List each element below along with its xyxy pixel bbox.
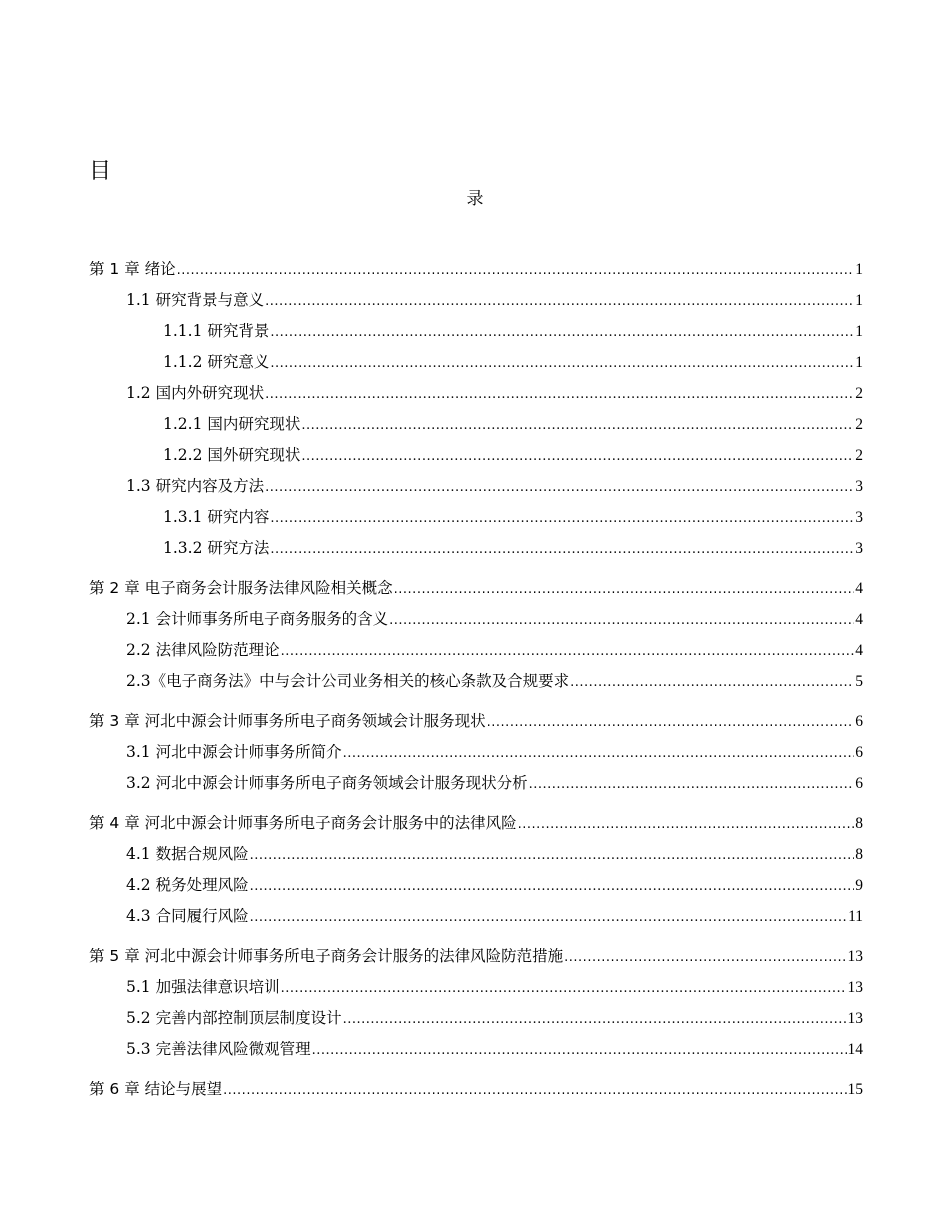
toc-page-number: 3 bbox=[855, 509, 863, 526]
toc-entry-title: 5.3 完善法律风险微观管理 bbox=[126, 1040, 311, 1058]
toc-entry-title: 3.1 河北中源会计师事务所简介 bbox=[126, 743, 342, 761]
toc-section-entry[interactable] bbox=[89, 635, 863, 666]
toc-page-number: 5 bbox=[855, 673, 863, 690]
toc-entry-title: 4.1 数据合规风险 bbox=[126, 845, 249, 863]
toc-page-number: 8 bbox=[855, 846, 863, 863]
toc-subsection-entry[interactable] bbox=[89, 502, 863, 533]
toc-page-number: 6 bbox=[855, 713, 863, 730]
toc-dot-leader bbox=[177, 255, 855, 286]
toc-entry-title: 3.2 河北中源会计师事务所电子商务领域会计服务现状分析 bbox=[126, 774, 528, 792]
toc-dot-leader bbox=[265, 379, 854, 410]
toc-page-number: 8 bbox=[855, 815, 863, 832]
toc-page-number: 2 bbox=[855, 416, 863, 433]
toc-entry-title: 1.1.1 研究背景 bbox=[163, 322, 270, 340]
toc-entry-title: 1.2.1 国内研究现状 bbox=[163, 415, 301, 433]
toc-section-entry[interactable] bbox=[89, 1003, 863, 1034]
toc-entry-title: 2.2 法律风险防范理论 bbox=[126, 641, 280, 659]
toc-section-entry[interactable] bbox=[89, 285, 863, 316]
toc-page-number: 14 bbox=[847, 1041, 863, 1058]
toc-page-number: 6 bbox=[855, 775, 863, 792]
toc-subsection-entry[interactable] bbox=[89, 409, 863, 440]
toc-dot-leader bbox=[389, 605, 854, 636]
toc-dot-leader bbox=[270, 317, 854, 348]
toc-dot-leader bbox=[281, 973, 847, 1004]
toc-section-entry[interactable] bbox=[89, 471, 863, 502]
toc-dot-leader bbox=[487, 707, 855, 738]
toc-entry-title: 第 5 章 河北中源会计师事务所电子商务会计服务的法律风险防范措施 bbox=[89, 947, 564, 965]
toc-entry-title: 第 2 章 电子商务会计服务法律风险相关概念 bbox=[89, 579, 393, 597]
toc-dot-leader bbox=[270, 534, 854, 565]
toc-dot-leader bbox=[312, 1035, 847, 1066]
toc-dot-leader bbox=[250, 871, 855, 902]
toc-section-entry[interactable] bbox=[89, 737, 863, 768]
toc-section-entry[interactable] bbox=[89, 378, 863, 409]
toc-chapter-entry[interactable] bbox=[89, 808, 863, 839]
toc-dot-leader bbox=[564, 942, 846, 973]
toc-dot-leader bbox=[570, 667, 854, 698]
toc-page-number: 1 bbox=[855, 261, 863, 278]
toc-dot-leader bbox=[343, 738, 855, 769]
toc-page-number: 1 bbox=[855, 323, 863, 340]
toc-section-entry[interactable] bbox=[89, 1034, 863, 1065]
toc-subsection-entry[interactable] bbox=[89, 440, 863, 471]
toc-entry-title: 1.3.1 研究内容 bbox=[163, 508, 270, 526]
toc-chapter-entry[interactable] bbox=[89, 1074, 863, 1105]
toc-page-number: 2 bbox=[855, 385, 863, 402]
toc-chapter-entry[interactable] bbox=[89, 706, 863, 737]
toc-dot-leader bbox=[394, 574, 855, 605]
toc-dot-leader bbox=[301, 410, 854, 441]
toc-page-number: 1 bbox=[855, 292, 863, 309]
toc-dot-leader bbox=[343, 1004, 847, 1035]
toc-chapter-entry[interactable] bbox=[89, 573, 863, 604]
toc-entry-title: 第 1 章 绪论 bbox=[89, 260, 176, 278]
toc-dot-leader bbox=[250, 840, 855, 871]
toc-entry-title: 第 4 章 河北中源会计师事务所电子商务会计服务中的法律风险 bbox=[89, 814, 517, 832]
toc-page-number: 2 bbox=[855, 447, 863, 464]
toc-section-entry[interactable] bbox=[89, 870, 863, 901]
toc-dot-leader bbox=[265, 472, 854, 503]
toc-section-entry[interactable] bbox=[89, 972, 863, 1003]
toc-dot-leader bbox=[518, 809, 855, 840]
toc-dot-leader bbox=[301, 441, 854, 472]
toc-entry-title: 第 6 章 结论与展望 bbox=[89, 1080, 223, 1098]
toc-page-number: 9 bbox=[855, 877, 863, 894]
toc-entry-title: 2.3《电子商务法》中与会计公司业务相关的核心条款及合规要求 bbox=[126, 672, 570, 690]
toc-page-number: 1 bbox=[855, 354, 863, 371]
toc-chapter-entry[interactable] bbox=[89, 941, 863, 972]
toc-entry-title: 1.3.2 研究方法 bbox=[163, 539, 270, 557]
toc-entry-title: 1.1 研究背景与意义 bbox=[126, 291, 265, 309]
toc-entry-title: 1.2.2 国外研究现状 bbox=[163, 446, 301, 464]
toc-subsection-entry[interactable] bbox=[89, 533, 863, 564]
toc-page-number: 4 bbox=[855, 611, 863, 628]
toc-entry-title: 2.1 会计师事务所电子商务服务的含义 bbox=[126, 610, 389, 628]
toc-page-number: 11 bbox=[848, 908, 863, 925]
toc-heading-second: 录 bbox=[466, 189, 484, 209]
toc-page-number: 13 bbox=[847, 979, 863, 996]
toc-entry-title: 1.3 研究内容及方法 bbox=[126, 477, 265, 495]
toc-subsection-entry[interactable] bbox=[89, 316, 863, 347]
toc-page-number: 4 bbox=[855, 580, 863, 597]
toc-dot-leader bbox=[270, 503, 854, 534]
toc-chapter-entry[interactable] bbox=[89, 254, 863, 285]
toc-section-entry[interactable] bbox=[89, 901, 863, 932]
toc-entry-title: 4.2 税务处理风险 bbox=[126, 876, 249, 894]
toc-entry-title: 第 3 章 河北中源会计师事务所电子商务领域会计服务现状 bbox=[89, 712, 486, 730]
toc-entry-title: 4.3 合同履行风险 bbox=[126, 907, 249, 925]
toc-page-number: 15 bbox=[847, 1081, 863, 1098]
toc-entry-title: 1.1.2 研究意义 bbox=[163, 353, 270, 371]
toc-page-number: 3 bbox=[855, 540, 863, 557]
toc-entry-title: 5.1 加强法律意识培训 bbox=[126, 978, 280, 996]
toc-dot-leader bbox=[281, 636, 855, 667]
toc-page-number: 13 bbox=[847, 948, 863, 965]
toc-entry-title: 1.2 国内外研究现状 bbox=[126, 384, 265, 402]
toc-dot-leader bbox=[529, 769, 855, 800]
toc-section-entry[interactable] bbox=[89, 768, 863, 799]
toc-page-number: 13 bbox=[847, 1010, 863, 1027]
toc-page-number: 6 bbox=[855, 744, 863, 761]
toc-page-number: 4 bbox=[855, 642, 863, 659]
table-of-contents bbox=[89, 254, 863, 1105]
toc-section-entry[interactable] bbox=[89, 666, 863, 697]
toc-page-number: 3 bbox=[855, 478, 863, 495]
toc-section-entry[interactable] bbox=[89, 839, 863, 870]
toc-heading-first: 目 bbox=[89, 159, 112, 184]
toc-dot-leader bbox=[250, 902, 847, 933]
toc-dot-leader bbox=[223, 1075, 846, 1106]
toc-dot-leader bbox=[265, 286, 854, 317]
toc-subsection-entry[interactable] bbox=[89, 347, 863, 378]
toc-dot-leader bbox=[270, 348, 854, 379]
toc-entry-title: 5.2 完善内部控制顶层制度设计 bbox=[126, 1009, 342, 1027]
toc-section-entry[interactable] bbox=[89, 604, 863, 635]
